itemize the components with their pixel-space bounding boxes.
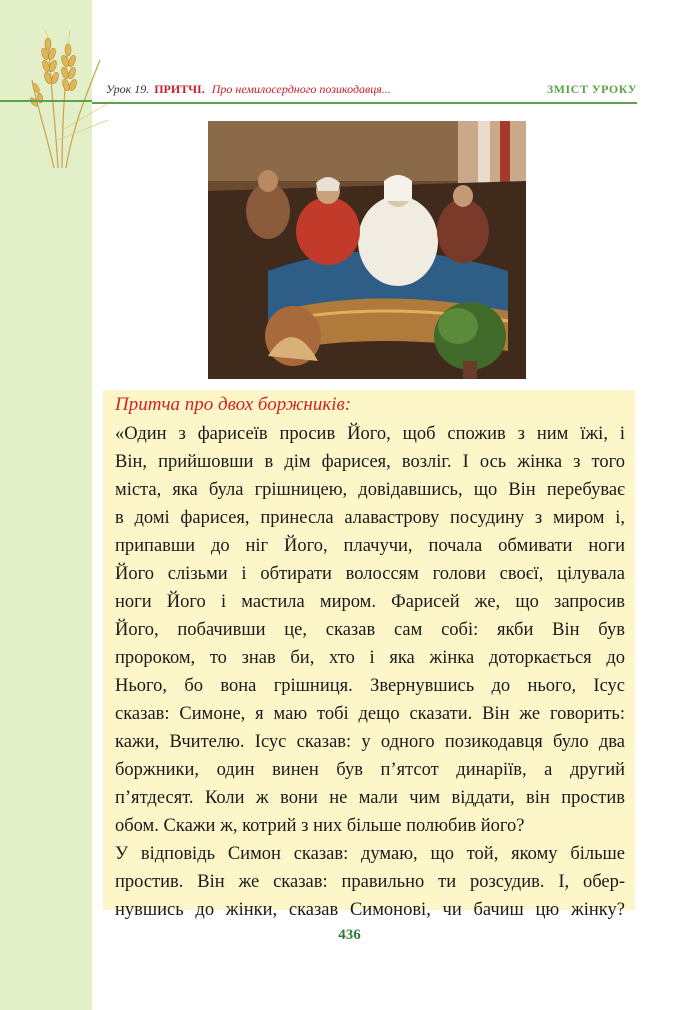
parable-line: Його, побачивши це, сказав сам собі: якби Він був [115, 620, 625, 640]
parable-painting [208, 121, 526, 379]
parable-line: міста, яка була грішницею, довідавшись, що Він перебуває [115, 480, 625, 500]
lesson-number: Урок 19. [106, 82, 150, 96]
parable-line: У відповідь Симон сказав: думаю, що той, якому більше [115, 844, 625, 864]
header-rule-extension [0, 100, 92, 102]
parable-line: ноги Його і мастила миром. Фарисей же, що запросив [115, 592, 625, 612]
breadcrumb [106, 82, 391, 97]
parable-line: простив. Він же сказав: правильно ти розсудив. І, обер- [115, 872, 625, 892]
parable-text-box [103, 390, 635, 920]
lesson-topic: ПРИТЧІ. [154, 82, 205, 96]
parable-body [115, 420, 625, 924]
parable-title: Притча про двох боржників: [115, 394, 352, 415]
parable-line: п’ятдесят. Коли ж вони не мали чим віддати, він простив [115, 788, 625, 808]
page-header [92, 80, 637, 104]
parable-line: сказав: Симоне, я маю тобі дещо сказати. Він же говорить: [115, 704, 625, 724]
page-number: 436 [338, 927, 361, 943]
parable-line: «Один з фарисеїв просив Його, щоб спожив з ним їжі, і [115, 424, 625, 444]
parable-line: кажи, Вчителю. Ісус сказав: у одного позикодавця було два [115, 732, 625, 752]
parable-line: обом. Скажи ж, котрий з них більше полюбив його? [115, 816, 525, 836]
parable-line: боржники, один винен був п’ятсот динаріїв, а другий [115, 760, 625, 780]
parable-line: в домі фарисея, принесла алавастрову посудину з миром і, [115, 508, 625, 528]
parable-line: Він, прийшовши в дім фарисея, возліг. І ось жінка з того [115, 452, 625, 472]
parable-line: припавши до ніг Його, плачучи, почала обмивати ноги [115, 536, 625, 556]
parable-line: Його слізьми і обтирати волоссям голови своєї, цілувала [115, 564, 625, 584]
parable-line: нувшись до жінки, сказав Симонові, чи бачиш цю жінку? [115, 900, 625, 920]
contents-link[interactable]: ЗМІСТ УРОКУ [546, 82, 637, 96]
parable-line: пророком, то знав би, хто і яка жінка доторкається до [115, 648, 625, 668]
parable-line: Нього, бо вона грішниця. Звернувшись до нього, Ісус [115, 676, 625, 696]
lesson-subtitle-link[interactable]: Про немилосердного позикодавця... [211, 82, 391, 96]
